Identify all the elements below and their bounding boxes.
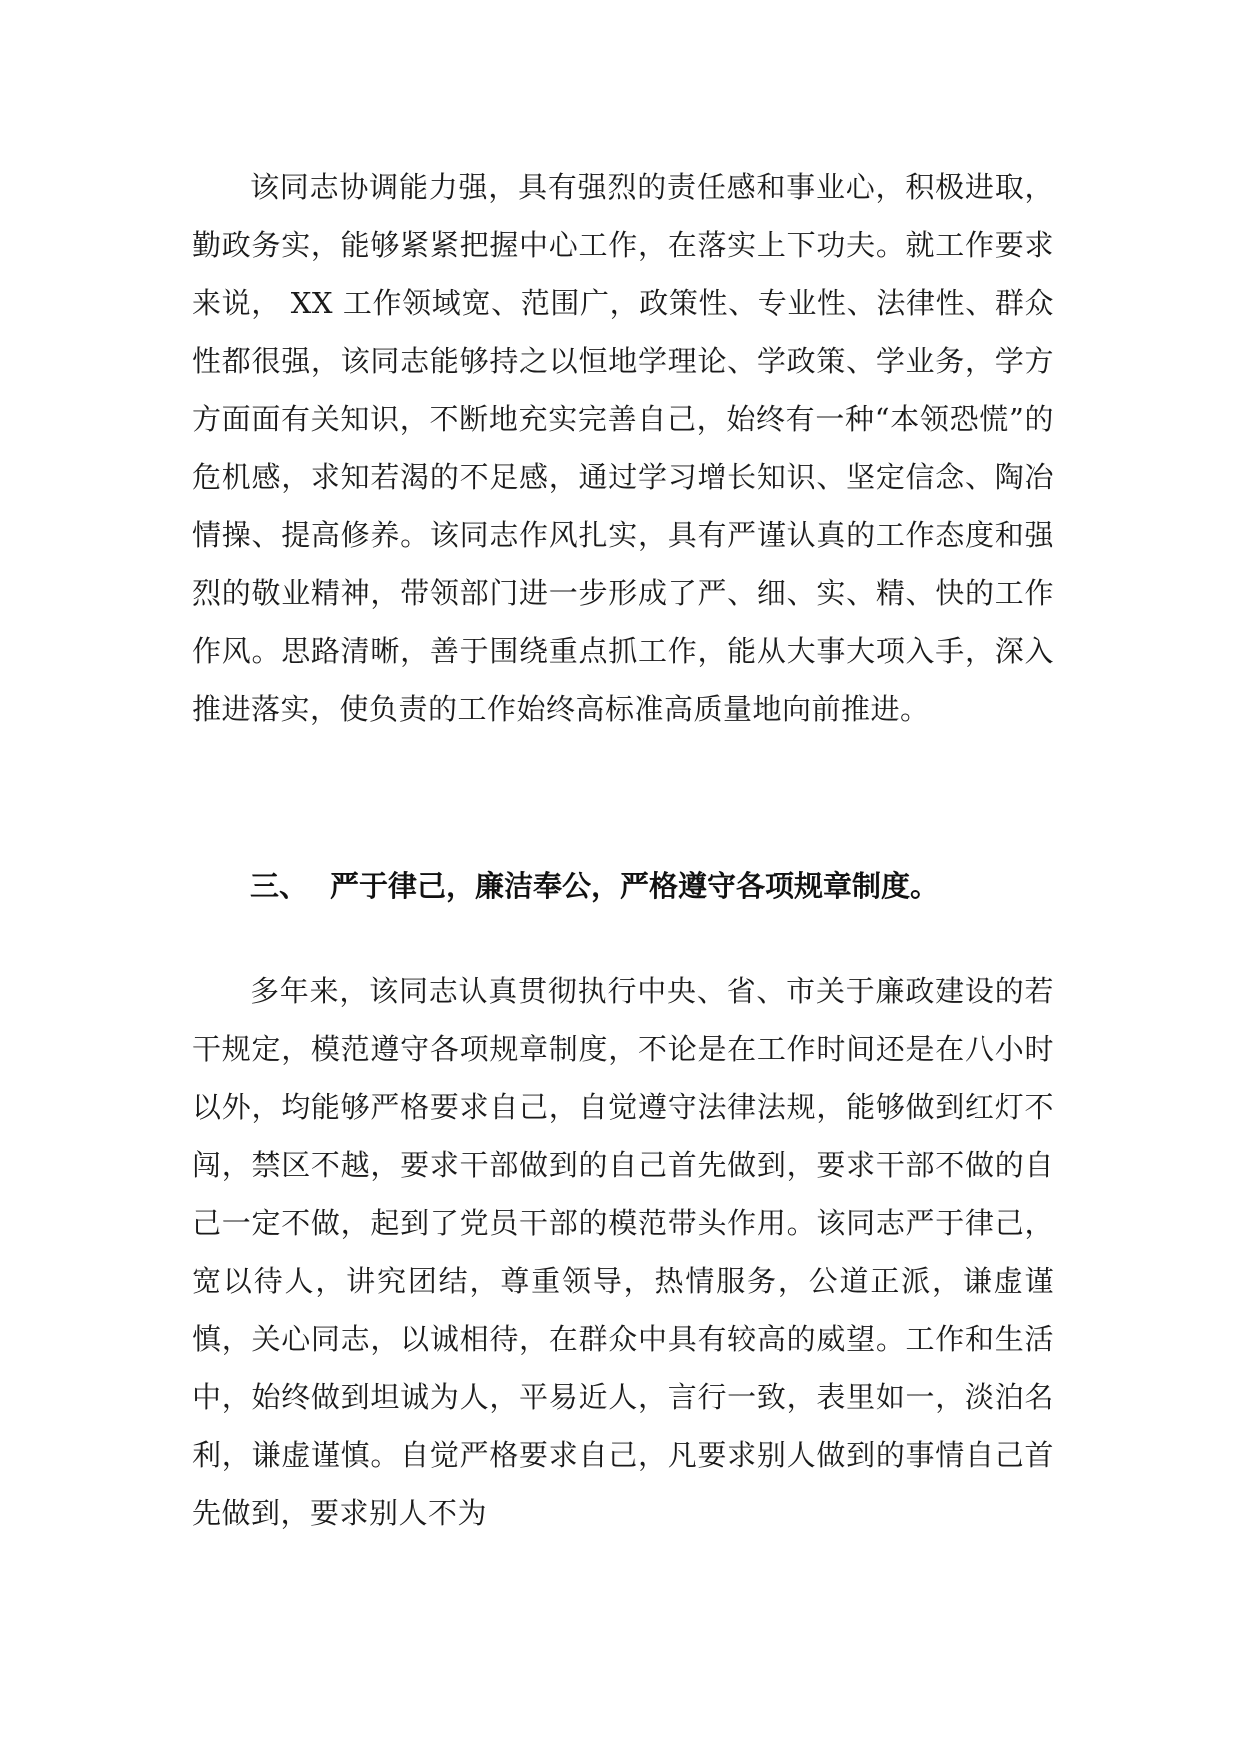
section-heading <box>250 866 1050 906</box>
section-title: 严于律己，廉洁奉公，严格遵守各项规章制度。 <box>330 869 940 903</box>
body-paragraph-2: 多年来，该同志认真贯彻执行中央、省、市关于廉政建设的若干规定，模范遵守各项规章制度，不论是在工作时间还是在八小时以外，均能够严格要求自己，自觉遵守法律法规，能够做到红灯不闯，禁区不越，要求干部做到的自己首先做到，要求干部不做的自己一定不做，起到了党员干部的模范带头作用。该同志严于律己，宽以待人，讲究团结，尊重领导，热情服务，公道正派，谦虚谨慎，关心同志，以诚相待，在群众中具有较高的威望。工作和生活中，始终做到坦诚为人，平易近人，言行一致，表里如一，淡泊名利，谦虚谨慎。自觉严格要求自己，凡要求别人做到的事情自己首先做到，要求别人不为 <box>192 974 1054 1530</box>
section-number: 三、 <box>250 869 309 903</box>
body-paragraph-1: 该同志协调能力强，具有强烈的责任感和事业心，积极进取，勤政务实，能够紧紧把握中心工作，在落实上下功夫。就工作要求来说， XX 工作领域宽、范围广，政策性、专业性、法律性、群众性都很强，该同志能够持之以恒地学理论、学政策、学业务，学方方面面有关知识，不断地充实完善自己，始终有一种“本领恐慌”的危机感，求知若渴的不足感，通过学习增长知识、坚定信念、陶冶情操、提高修养。该同志作风扎实，具有严谨认真的工作态度和强烈的敬业精神，带领部门进一步形成了严、细、实、精、快的工作作风。思路清晰，善于围绕重点抓工作，能从大事大项入手，深入推进落实，使负责的工作始终高标准高质量地向前推进。 <box>192 170 1054 726</box>
